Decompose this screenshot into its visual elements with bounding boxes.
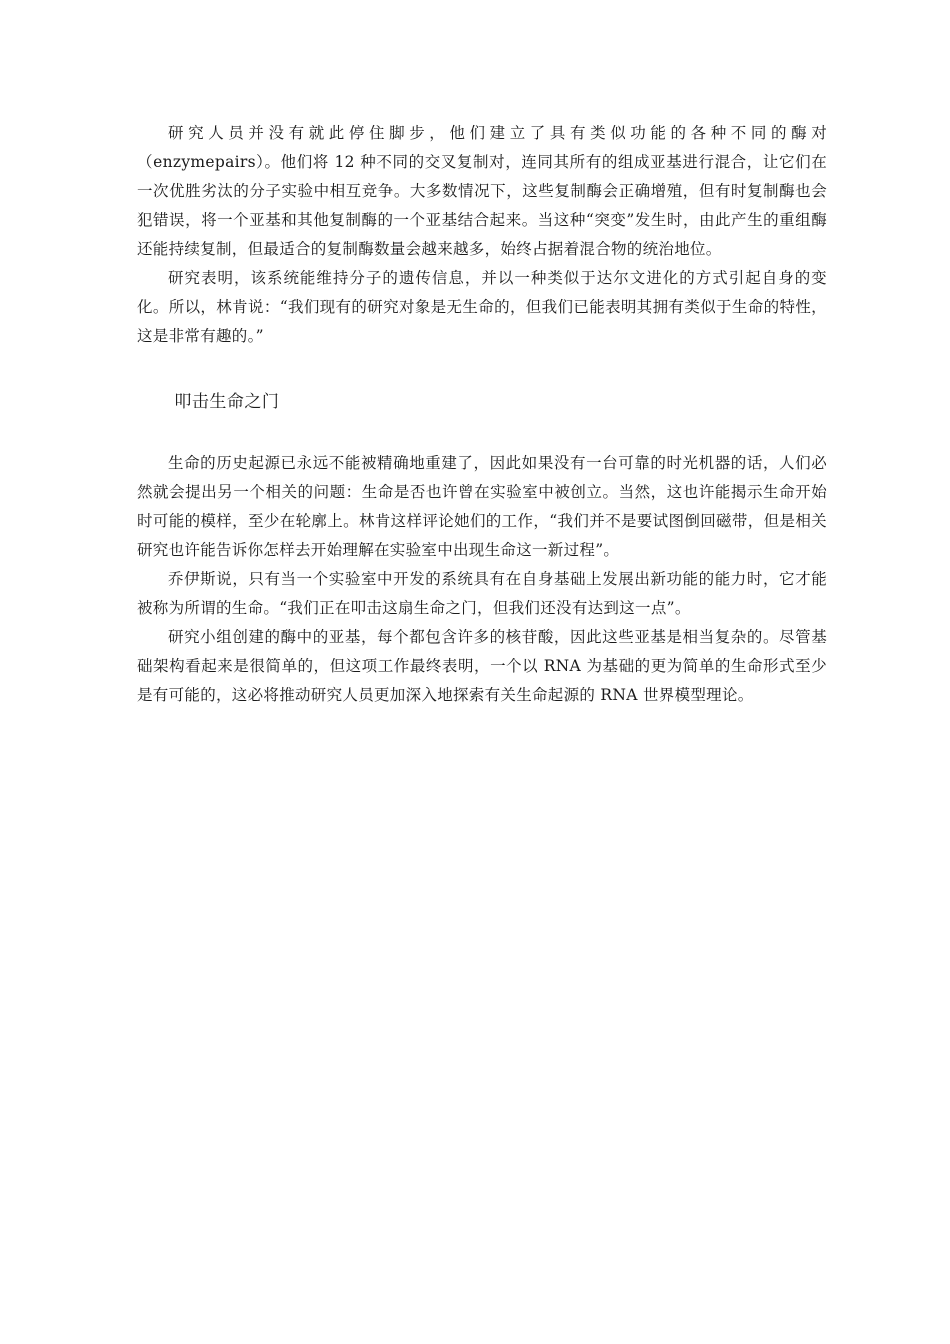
paragraph-joyce-quote: 乔伊斯说，只有当一个实验室中开发的系统具有在自身基础上发展出新功能的能力时，它才能被称为所谓的生命。“我们正在叩击这扇生命之门，但我们还没有达到这一点”。	[137, 570, 827, 617]
paragraph-enzyme-pairs: 研究人员并没有就此停住脚步，他们建立了具有类似功能的各种不同的酶对（enzymepairs）。他们将 12 种不同的交叉复制对，连同其所有的组成亚基进行混合，让它们在一次优胜劣汰的分子实验中相互竞争。大多数情况下，这些复制酶会正确增殖，但有时复制酶也会犯错误，将一个亚基和其他复制酶的一个亚基结合起来。当这种“突变”发生时，由此产生的重组酶还能持续复制，但最适合的复制酶数量会越来越多，始终占据着混合物的统治地位。	[137, 124, 827, 258]
paragraph-darwin-evolution: 研究表明，该系统能维持分子的遗传信息，并以一种类似于达尔文进化的方式引起自身的变化。所以，林肯说：“我们现有的研究对象是无生命的，但我们已能表明其拥有类似于生命的特性，这是非常有趣的。”	[137, 269, 827, 345]
paragraph-rna-world: 研究小组创建的酶中的亚基，每个都包含许多的核苷酸，因此这些亚基是相当复杂的。尽管基础架构看起来是很简单的，但这项工作最终表明，一个以 RNA 为基础的更为简单的生命形式至少是有可能的，这必将推动研究人员更加深入地探索有关生命起源的 RNA 世界模型理论。	[137, 628, 827, 704]
paragraph-origin-of-life: 生命的历史起源已永远不能被精确地重建了，因此如果没有一台可靠的时光机器的话，人们必然就会提出另一个相关的问题：生命是否也许曾在实验室中被创立。当然，这也许能揭示生命开始时可能的模样，至少在轮廓上。林肯这样评论她们的工作，“我们并不是要试图倒回磁带，但是相关研究也许能告诉你怎样去开始理解在实验室中出现生命这一新过程”。	[137, 454, 827, 559]
document-page	[137, 119, 827, 710]
section-heading: 叩击生命之门	[174, 392, 280, 412]
